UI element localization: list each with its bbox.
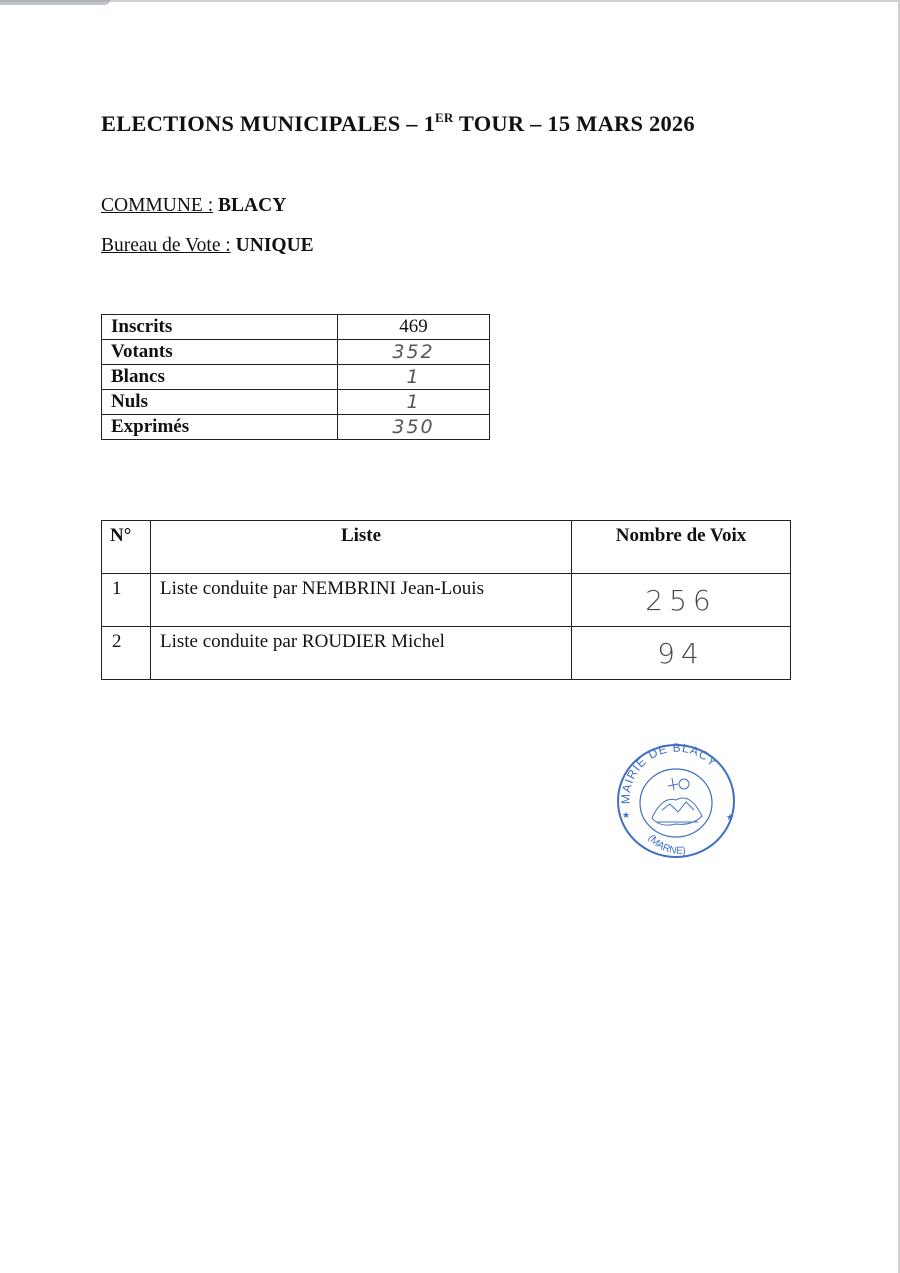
- row-num: 1: [102, 574, 151, 627]
- title-rest: TOUR – 15 MARS 2026: [453, 111, 695, 136]
- title-superscript: ER: [435, 110, 454, 125]
- table-row: [102, 627, 791, 680]
- bureau-line: [101, 235, 314, 257]
- stats-label: Blancs: [102, 365, 338, 390]
- row-liste: Liste conduite par NEMBRINI Jean-Louis: [151, 574, 572, 627]
- row-voix-handwritten: 256: [645, 583, 717, 617]
- title-main: ELECTIONS MUNICIPALES – 1: [101, 111, 436, 136]
- table-row: [102, 574, 791, 627]
- stats-table: [101, 314, 490, 440]
- stats-row-blancs: [102, 365, 490, 390]
- star-icon-left: ★: [622, 810, 631, 820]
- bureau-value: UNIQUE: [235, 235, 314, 256]
- page-title: [101, 110, 695, 137]
- stats-label: Votants: [102, 340, 338, 365]
- row-num: 2: [102, 627, 151, 680]
- stats-label: Exprimés: [102, 415, 338, 440]
- commune-line: [101, 195, 286, 217]
- stats-row-exprimes: [102, 415, 490, 440]
- stamp-top-textpath: MAIRIE DE BLACY: [618, 740, 721, 805]
- stats-value: 469: [338, 315, 490, 340]
- row-voix-handwritten: 94: [657, 636, 705, 670]
- stats-row-inscrits: [102, 315, 490, 340]
- row-voix: [572, 574, 791, 627]
- results-table: [101, 520, 791, 680]
- results-header-row: [102, 521, 791, 574]
- stamp-bottom-textpath: (MARNE): [645, 832, 687, 857]
- commune-label: COMMUNE :: [101, 195, 214, 216]
- stamp-emblem: [652, 778, 702, 825]
- header-voix: Nombre de Voix: [572, 521, 791, 574]
- scan-mark: [0, 0, 110, 5]
- scan-edge-top: [0, 0, 900, 2]
- header-num: N°: [102, 521, 151, 574]
- stats-value-handwritten: 1: [338, 390, 490, 415]
- stats-value-handwritten: 1: [338, 365, 490, 390]
- row-liste: Liste conduite par ROUDIER Michel: [151, 627, 572, 680]
- stats-label: Inscrits: [102, 315, 338, 340]
- row-voix: [572, 627, 791, 680]
- stats-value-handwritten: 350: [338, 415, 490, 440]
- stats-row-nuls: [102, 390, 490, 415]
- bureau-label: Bureau de Vote :: [101, 235, 231, 256]
- star-icon-right: ★: [726, 812, 735, 822]
- stats-row-votants: [102, 340, 490, 365]
- stats-label: Nuls: [102, 390, 338, 415]
- header-liste: Liste: [151, 521, 572, 574]
- mairie-stamp: [612, 738, 742, 863]
- stats-value-handwritten: 352: [338, 340, 490, 365]
- stamp-top-text: [619, 741, 720, 804]
- commune-value: BLACY: [218, 195, 287, 216]
